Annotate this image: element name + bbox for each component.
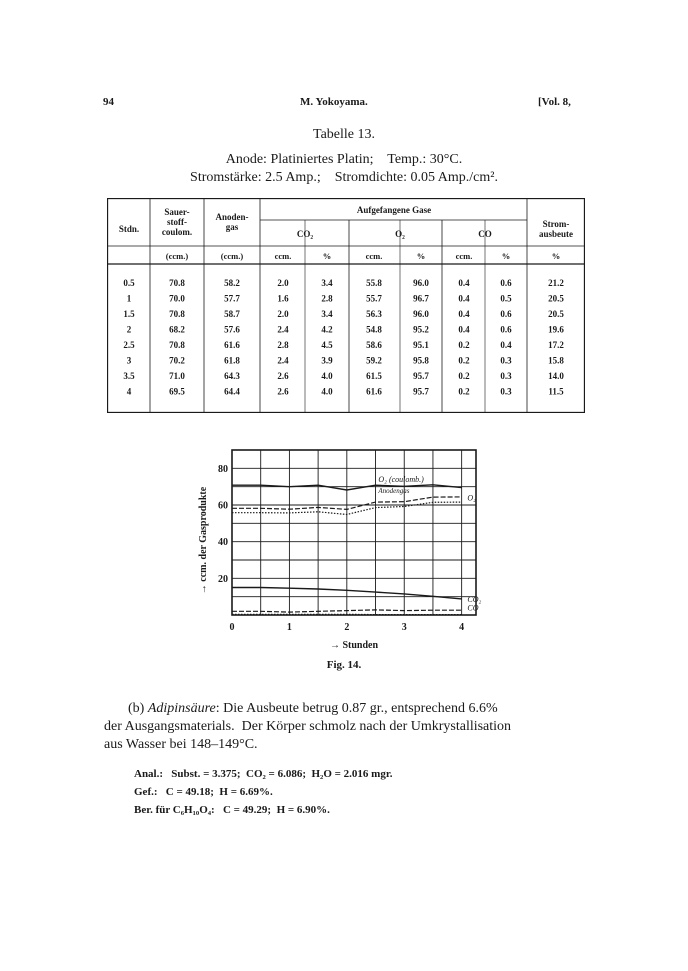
table-cell: 71.0 (169, 371, 185, 381)
table-cell: 0.6 (500, 324, 512, 335)
table-cell: 3.9 (321, 355, 333, 366)
table-cell: 57.6 (224, 324, 240, 335)
head-strom-2: ausbeute (538, 229, 574, 239)
x-tick-label: 0 (229, 622, 235, 633)
table-cell: 70.8 (169, 340, 185, 350)
table-cell: 0.3 (500, 386, 512, 397)
x-tick-label: 2 (344, 622, 350, 633)
y-tick-label: 40 (218, 537, 228, 549)
data-table (107, 198, 585, 413)
unit-cell: % (416, 251, 426, 261)
table-cell: 68.2 (169, 324, 185, 335)
table-cell: 2.4 (277, 324, 289, 335)
table-cell: 0.4 (458, 324, 470, 335)
y-tick-label: 80 (218, 463, 228, 475)
table-cell: 57.7 (224, 293, 240, 304)
chart-annotation: CO (467, 603, 479, 613)
page-number: 94 (103, 96, 114, 108)
table-cell: 55.7 (366, 293, 382, 304)
table-cell: 4.5 (321, 340, 333, 350)
table-cell: 3 (126, 355, 132, 366)
table-cell: 0.6 (500, 309, 512, 319)
table-cell: 1.5 (123, 309, 135, 319)
chart-annotation: O₂ (coulomb.) (378, 475, 424, 485)
unit-cell: % (551, 251, 561, 261)
unit-cell: (ccm.) (220, 251, 244, 261)
table-cell: 2.5 (123, 340, 135, 350)
table-cell: 4.2 (321, 324, 333, 335)
table-cell: 21.2 (548, 278, 564, 288)
analysis-line-1: Anal.: Subst. = 3.375; CO₂ = 6.086; H₂O = 2.016 mgr. (134, 768, 393, 780)
table-cell: 56.3 (366, 309, 382, 319)
unit-cell: ccm. (455, 251, 473, 261)
table-cell: 95.1 (413, 340, 429, 350)
table-cell: 70.8 (169, 309, 185, 319)
table-cell: 0.3 (500, 371, 512, 381)
table-cell: 2.4 (277, 355, 289, 366)
table-cell: 64.4 (224, 386, 240, 397)
table-cell: 15.8 (548, 355, 564, 366)
table-cell: 95.8 (413, 355, 429, 366)
table-cell: 95.2 (413, 324, 429, 335)
table-cell: 0.3 (500, 355, 512, 366)
chart-annotation: Anodengas (378, 487, 410, 496)
table-cell: 0.2 (458, 371, 470, 381)
table-cell: 0.2 (458, 340, 470, 350)
compound-name: Adipinsäure (147, 701, 216, 716)
table-title: Tabelle 13. (313, 127, 375, 142)
conditions-line-2: Stromstärke: 2.5 Amp.; Stromdichte: 0.05 Amp./cm². (190, 170, 498, 185)
table-cell: 61.6 (224, 340, 240, 350)
x-tick-label: 3 (401, 622, 407, 633)
table-cell: 61.6 (366, 386, 382, 397)
conditions-line-1: Anode: Platiniertes Platin; Temp.: 30°C. (225, 152, 463, 167)
table-cell: 69.5 (169, 386, 185, 397)
table-cell: 58.2 (224, 278, 240, 288)
table-cell: 0.4 (458, 278, 470, 288)
paragraph-line-3: aus Wasser bei 148–149°C. (104, 737, 258, 752)
table-cell: 4 (126, 386, 132, 397)
y-tick-label: 20 (218, 573, 228, 585)
table-cell: 70.0 (169, 293, 185, 304)
paragraph-text-1: : Die Ausbeute betrug 0.87 gr., entsprechend 6.6% (215, 701, 498, 716)
table-cell: 20.5 (548, 293, 564, 304)
running-author: M. Yokoyama. (300, 96, 368, 108)
table-cell: 2.0 (277, 309, 289, 319)
head-sauer-2: stoff- (167, 217, 187, 227)
table-cell: 2.8 (321, 293, 333, 304)
x-axis-label: → Stunden (329, 640, 379, 650)
table-cell: 0.6 (500, 278, 512, 288)
head-anoden-2: gas (225, 222, 239, 232)
table-cell: 2 (126, 324, 132, 335)
table-cell: 0.5 (123, 278, 135, 288)
table-cell: 4.0 (321, 386, 333, 397)
paragraph-label: (b) (128, 701, 145, 716)
head-aufgefangene-gase: Aufgefangene Gase (356, 205, 432, 215)
table-cell: 70.2 (169, 355, 185, 366)
table-cell: 0.2 (458, 386, 470, 397)
head-co2: CO₂ (296, 229, 314, 239)
table-cell: 2.6 (277, 386, 289, 397)
running-volume: [Vol. 8, (538, 96, 571, 108)
table-cell: 61.8 (224, 355, 240, 366)
paragraph-line-1 (104, 700, 586, 718)
table-cell: 0.4 (458, 293, 470, 304)
unit-cell: (ccm.) (165, 251, 189, 261)
table-cell: 61.5 (366, 371, 382, 381)
table-cell: 0.5 (500, 293, 512, 304)
table-cell: 59.2 (366, 355, 382, 366)
paragraph-line-2: der Ausgangsmaterials. Der Körper schmolz nach der Umkrystallisation (104, 719, 512, 734)
table-cell: 96.0 (413, 278, 429, 288)
table-cell: 14.0 (548, 371, 564, 381)
head-o2: O₂ (395, 229, 405, 239)
table-cell: 55.8 (366, 278, 382, 288)
table-cell: 96.0 (413, 309, 429, 319)
table-cell: 0.2 (458, 355, 470, 366)
table-cell: 0.4 (500, 340, 512, 350)
table-cell: 3.5 (123, 371, 135, 381)
head-sauer-3: coulom. (161, 227, 193, 237)
table-cell: 58.7 (224, 309, 240, 319)
head-strom-1: Strom- (542, 219, 570, 229)
chart-annotation: CO₂ (467, 595, 482, 605)
unit-cell: % (322, 251, 332, 261)
y-axis-label: → ccm. der Gasprodukte (198, 486, 209, 595)
table-cell: 1.6 (277, 293, 289, 304)
table-cell: 19.6 (548, 324, 564, 335)
table-cell: 17.2 (548, 340, 564, 350)
unit-cell: ccm. (365, 251, 383, 261)
table-cell: 95.7 (413, 386, 429, 397)
analysis-line-2: Gef.: C = 49.18; H = 6.69%. (134, 786, 273, 798)
figure-chart (180, 445, 500, 650)
table-cell: 64.3 (224, 371, 240, 381)
table-cell: 1 (126, 293, 132, 304)
x-tick-label: 4 (459, 622, 465, 633)
head-sauer-1: Sauer- (164, 207, 190, 217)
unit-cell: ccm. (274, 251, 292, 261)
table-cell: 11.5 (548, 386, 564, 397)
table-cell: 2.6 (277, 371, 289, 381)
table-cell: 95.7 (413, 371, 429, 381)
table-grid (107, 198, 585, 413)
table-cell: 3.4 (321, 309, 333, 319)
head-stdn: Stdn. (118, 224, 140, 234)
chart-svg (180, 445, 500, 650)
head-anoden-1: Anoden- (215, 212, 249, 222)
unit-cell: % (501, 251, 511, 261)
analysis-line-3: Ber. für C₆H₁₀O₄: C = 49.29; H = 6.90%. (134, 804, 330, 816)
table-cell: 4.0 (321, 371, 333, 381)
table-cell: 20.5 (548, 309, 564, 319)
table-cell: 0.4 (458, 309, 470, 319)
table-cell: 70.8 (169, 278, 185, 288)
y-tick-label: 60 (218, 500, 228, 512)
head-co: CO (478, 229, 492, 239)
chart-annotation: O₂ (467, 493, 476, 503)
table-cell: 54.8 (366, 324, 382, 335)
table-cell: 3.4 (321, 278, 333, 288)
table-cell: 58.6 (366, 340, 382, 350)
x-tick-label: 1 (286, 622, 292, 633)
table-cell: 2.0 (277, 278, 289, 288)
figure-caption: Fig. 14. (326, 659, 362, 671)
table-cell: 2.8 (277, 340, 289, 350)
table-cell: 96.7 (413, 293, 429, 304)
